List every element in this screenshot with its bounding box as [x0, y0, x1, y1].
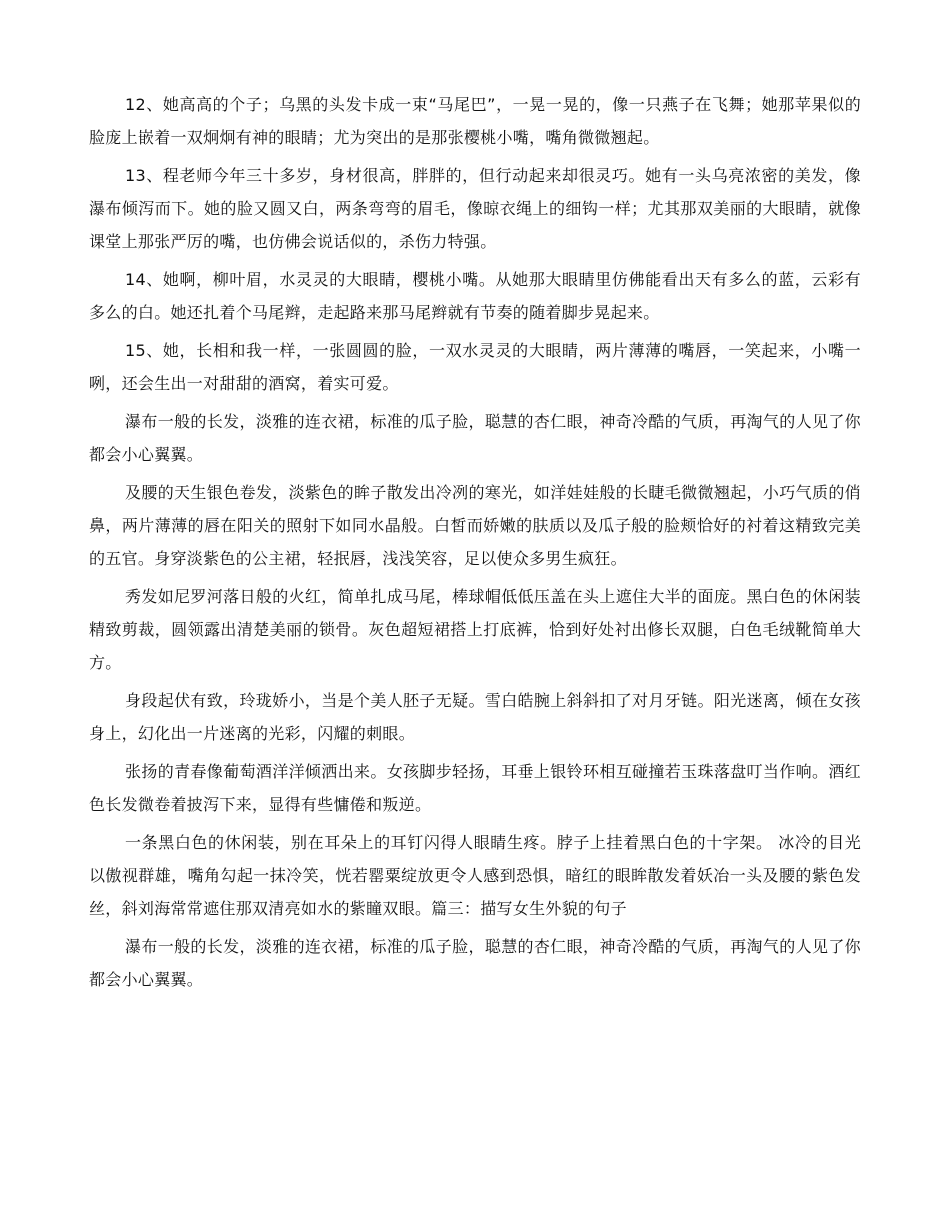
paragraph-figure: 身段起伏有致，玲珑娇小，当是个美人胚子无疑。雪白皓腕上斜斜扣了对月牙链。阳光迷离，倾在女孩身上，幻化出一片迷离的光彩，闪耀的刺眼。 — [89, 691, 861, 743]
paragraph-15: 15、她，长相和我一样，一张圆圆的脸，一双水灵灵的大眼睛，两片薄薄的嘴唇，一笑起来，小嘴一咧，还会生出一对甜甜的酒窝，着实可爱。 — [89, 341, 861, 393]
document-body — [89, 88, 861, 1001]
paragraph-waterfall-hair-repeat: 瀑布一般的长发，淡雅的连衣裙，标准的瓜子脸，聪慧的杏仁眼，神奇冷酷的气质，再淘气的人见了你都会小心翼翼。 — [89, 937, 861, 989]
paragraph-black-white: 一条黑白色的休闲装，别在耳朵上的耳钉闪得人眼睛生疼。脖子上挂着黑白色的十字架。 冰冷的目光以傲视群雄，嘴角勾起一抹冷笑，恍若罂粟绽放更令人感到恐惧，暗红的眼眸散发着妖冶一头及腰的紫色发丝，斜刘海常常遮住那双清亮如水的紫瞳双眼。篇三：描写女生外貌的句子 — [89, 833, 861, 918]
paragraph-14: 14、她啊，柳叶眉，水灵灵的大眼睛，樱桃小嘴。从她那大眼睛里仿佛能看出天有多么的蓝，云彩有多么的白。她还扎着个马尾辫，走起路来那马尾辫就有节奏的随着脚步晃起来。 — [89, 270, 861, 322]
paragraph-12: 12、她高高的个子；乌黑的头发卡成一束“马尾巴”，一晃一晃的，像一只燕子在飞舞；她那苹果似的脸庞上嵌着一双炯炯有神的眼睛；尤为突出的是那张樱桃小嘴，嘴角微微翘起。 — [89, 95, 861, 147]
paragraph-13: 13、程老师今年三十多岁，身材很高，胖胖的，但行动起来却很灵巧。她有一头乌亮浓密的美发，像瀑布倾泻而下。她的脸又圆又白，两条弯弯的眉毛，像晾衣绳上的细钩一样；尤其那双美丽的大眼睛，就像课堂上那张严厉的嘴，也仿佛会说话似的，杀伤力特强。 — [89, 166, 861, 251]
paragraph-red-hair: 秀发如尼罗河落日般的火红，简单扎成马尾，棒球帽低低压盖在头上遮住大半的面庞。黑白色的休闲装精致剪裁，圆领露出清楚美丽的锁骨。灰色超短裙搭上打底裤，恰到好处衬出修长双腿，白色毛绒靴简单大方。 — [89, 587, 861, 672]
paragraph-youth: 张扬的青春像葡萄酒洋洋倾洒出来。女孩脚步轻扬，耳垂上银铃环相互碰撞若玉珠落盘叮当作响。酒红色长发微卷着披泻下来，显得有些慵倦和叛逆。 — [89, 762, 861, 814]
paragraph-silver-curls: 及腰的天生银色卷发，淡紫色的眸子散发出冷冽的寒光，如洋娃娃般的长睫毛微微翘起，小巧气质的俏鼻，两片薄薄的唇在阳关的照射下如同水晶般。白皙而娇嫩的肤质以及瓜子般的脸颊恰好的衬着这精致完美的五官。身穿淡紫色的公主裙，轻抿唇，浅浅笑容，足以使众多男生疯狂。 — [89, 483, 861, 568]
paragraph-waterfall-hair: 瀑布一般的长发，淡雅的连衣裙，标准的瓜子脸，聪慧的杏仁眼，神奇冷酷的气质，再淘气的人见了你都会小心翼翼。 — [89, 412, 861, 464]
